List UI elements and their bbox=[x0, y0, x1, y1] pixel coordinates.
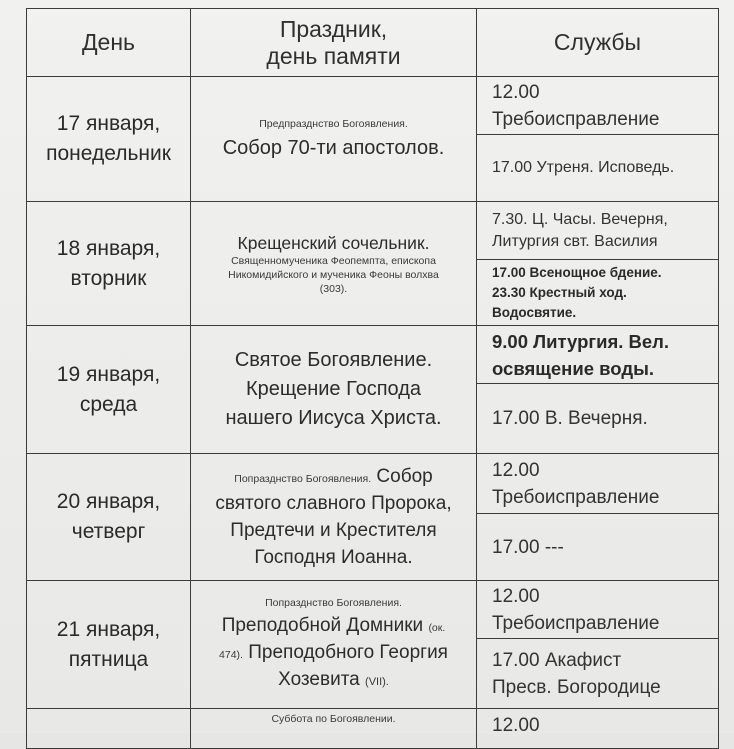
day-cell bbox=[27, 326, 191, 454]
service-text: освящение воды. bbox=[492, 357, 655, 379]
feast-note: Священномученика Феопемпта, епископа bbox=[231, 254, 436, 267]
header-day: День bbox=[27, 9, 191, 77]
header-feast-line2: день памяти bbox=[266, 42, 401, 69]
feast-note: (ок. bbox=[428, 622, 446, 634]
feast-title: Господня Иоанна. bbox=[254, 547, 413, 568]
service-cell bbox=[477, 581, 719, 639]
date: 19 января, bbox=[56, 362, 161, 386]
feast-line bbox=[191, 639, 476, 666]
feast-note: (303). bbox=[319, 282, 348, 295]
weekday: пятница bbox=[68, 647, 149, 671]
feast-title: Крещение Господа bbox=[245, 378, 422, 400]
service-text: 17.00 Акафист bbox=[492, 649, 622, 671]
service-text: 17.00 Всенощное бдение. bbox=[492, 264, 662, 280]
feast-line bbox=[191, 612, 476, 639]
feast-cell bbox=[191, 581, 477, 709]
service-time: 12.00 bbox=[492, 585, 540, 607]
feast-title: Преподобного Георгия bbox=[248, 642, 448, 663]
weekday: понедельник bbox=[46, 142, 171, 165]
feast-line bbox=[191, 666, 476, 693]
feast-title: Собор 70-ти апостолов. bbox=[222, 137, 445, 159]
feast-note: Никомидийского и мученика Феоны волхва bbox=[228, 268, 439, 281]
header-feast-line1: Праздник, bbox=[279, 15, 388, 42]
feast-note: Суббота по Богоявлении. bbox=[271, 713, 396, 725]
date: 21 января, bbox=[56, 617, 161, 641]
table-row bbox=[27, 77, 719, 135]
feast-title: Святое Богоявление. bbox=[234, 349, 433, 371]
header-feast bbox=[191, 9, 477, 77]
table-row bbox=[27, 326, 719, 384]
service-cell bbox=[477, 202, 719, 260]
feast-title: Крещенский сочельник. bbox=[237, 232, 430, 253]
header-services: Службы bbox=[477, 9, 719, 77]
feast-cell bbox=[191, 709, 477, 749]
service-text: Пресв. Богородице bbox=[492, 676, 661, 698]
service-time: 12.00 bbox=[492, 715, 540, 736]
service-text: Водосвятие. bbox=[492, 304, 577, 320]
feast-note: Попразднство Богоявления. bbox=[234, 473, 372, 485]
service-time: 12.00 bbox=[492, 459, 540, 481]
header-row bbox=[27, 9, 719, 77]
feast-cell bbox=[191, 454, 477, 581]
feast-title: Собор bbox=[376, 466, 433, 487]
weekday: четверг bbox=[71, 520, 146, 543]
day-cell bbox=[27, 77, 191, 202]
service-cell: 17.00 --- bbox=[477, 514, 719, 581]
table-row bbox=[27, 202, 719, 260]
service-text: Требоисправление bbox=[492, 612, 660, 634]
feast-title: Преподобной Домники bbox=[221, 615, 424, 636]
feast-title: нашего Иисуса Христа. bbox=[225, 407, 442, 429]
table-row bbox=[27, 581, 719, 639]
feast-note: Попразднство Богоявления. bbox=[265, 597, 402, 609]
schedule-table bbox=[26, 8, 719, 749]
feast-note: (VII). bbox=[365, 676, 389, 688]
feast-title: Предтечи и Крестителя bbox=[230, 520, 437, 541]
weekday: вторник bbox=[70, 266, 147, 290]
feast-cell bbox=[191, 326, 477, 454]
feast-cell bbox=[191, 77, 477, 202]
service-text: 23.30 Крестный ход. bbox=[492, 284, 627, 300]
service-text: 7.30. Ц. Часы. Вечерня, bbox=[492, 210, 668, 228]
service-cell bbox=[477, 709, 719, 749]
date: 20 января, bbox=[56, 490, 161, 513]
service-cell: 17.00 В. Вечерня. bbox=[477, 384, 719, 454]
service-text: Литургия свт. Василия bbox=[492, 232, 658, 250]
feast-cell bbox=[191, 202, 477, 326]
service-cell bbox=[477, 639, 719, 709]
day-cell bbox=[27, 581, 191, 709]
day-cell bbox=[27, 709, 191, 749]
feast-line bbox=[191, 463, 476, 490]
feast-title: святого славного Пророка, bbox=[215, 493, 452, 514]
feast-note: 474). bbox=[219, 649, 243, 661]
date: 17 января, bbox=[56, 112, 161, 135]
service-cell bbox=[477, 260, 719, 326]
service-text: Требоисправление bbox=[492, 486, 660, 508]
service-text: 9.00 Литургия. Вел. bbox=[492, 330, 670, 352]
weekday: среда bbox=[79, 392, 138, 416]
feast-title: Хозевита bbox=[278, 669, 360, 690]
day-cell bbox=[27, 202, 191, 326]
table-row bbox=[27, 709, 719, 749]
service-cell bbox=[477, 326, 719, 384]
feast-note: Предпразднство Богоявления. bbox=[259, 118, 408, 130]
service-cell bbox=[477, 454, 719, 514]
service-time: 12.00 bbox=[492, 81, 540, 103]
service-text: Требоисправление bbox=[492, 108, 660, 130]
day-cell bbox=[27, 454, 191, 581]
service-cell: 17.00 Утреня. Исповедь. bbox=[477, 135, 719, 202]
service-cell bbox=[477, 77, 719, 135]
date: 18 января, bbox=[56, 236, 161, 260]
table-row bbox=[27, 454, 719, 514]
